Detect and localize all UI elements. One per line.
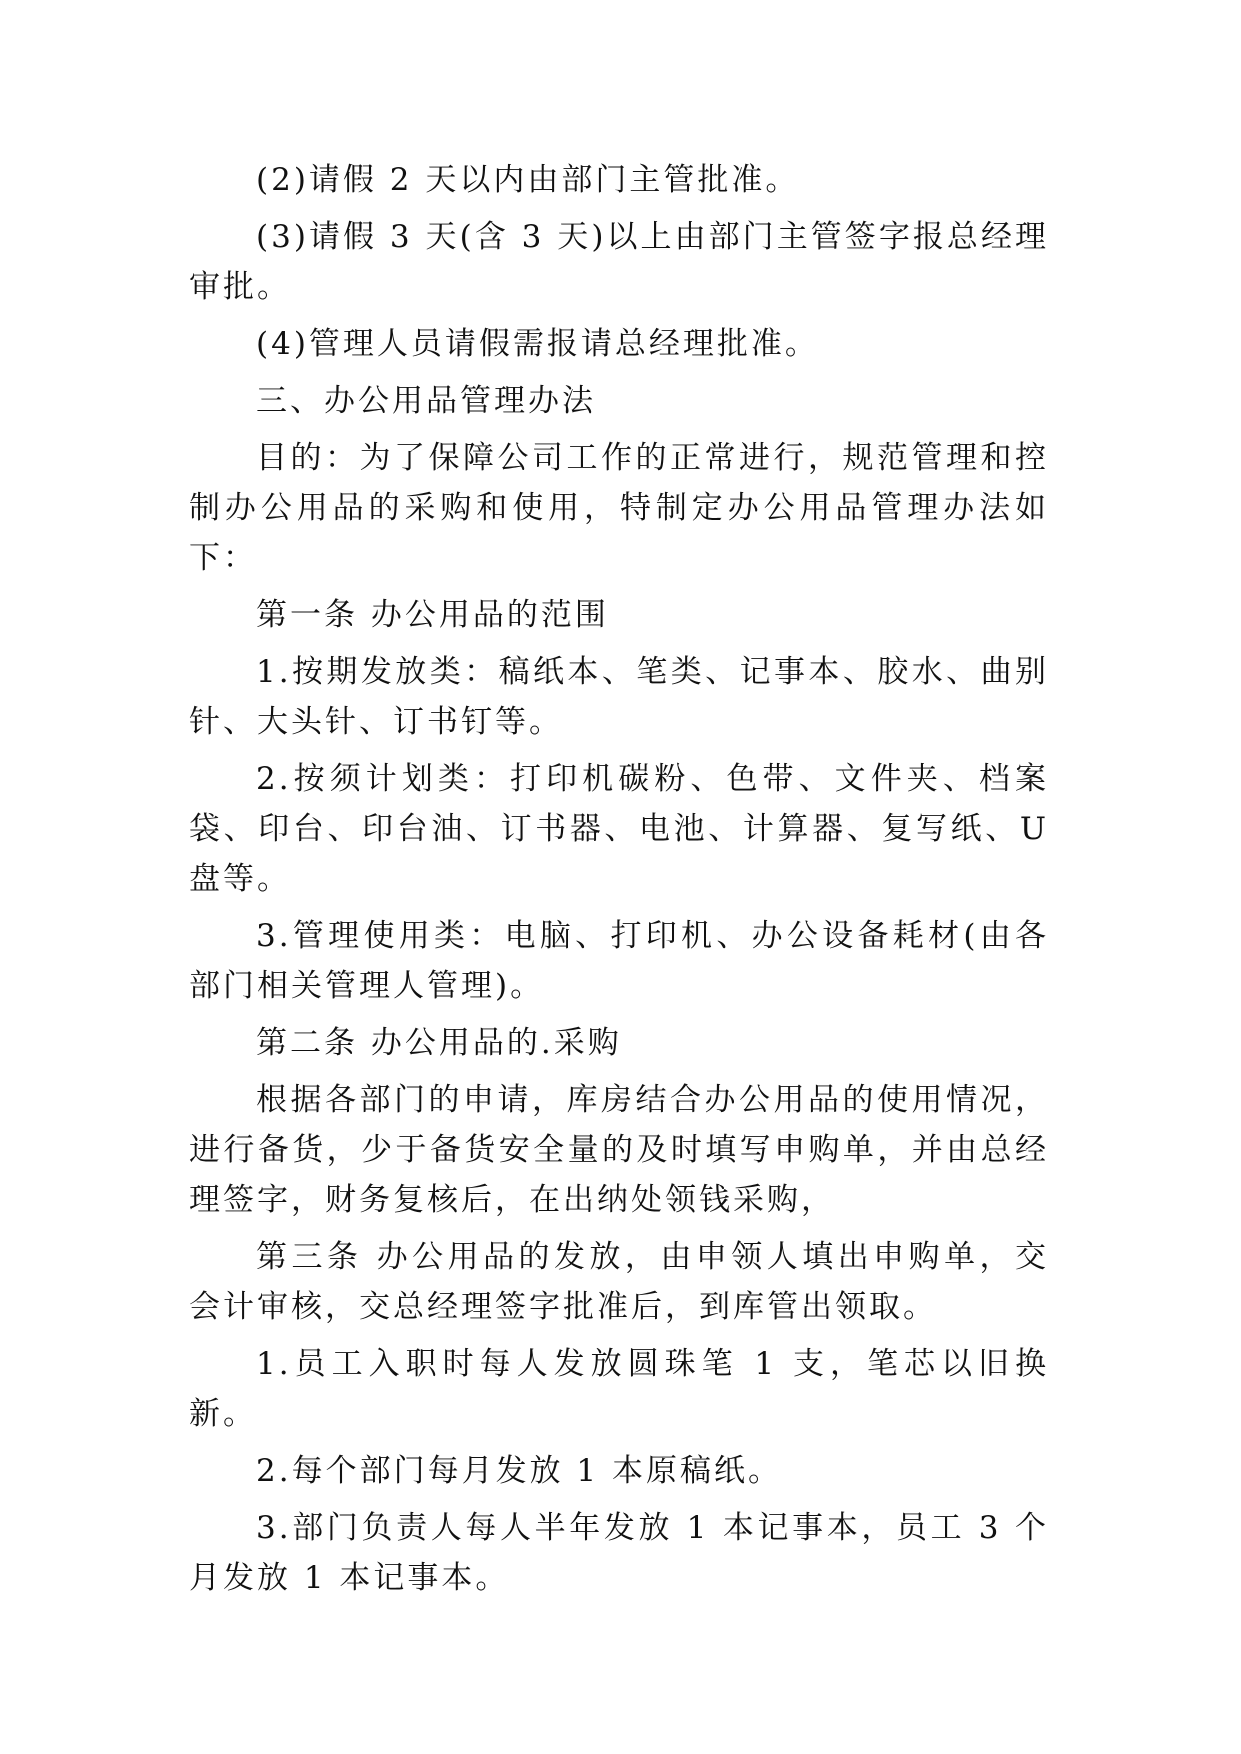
article-3-distribution: 第三条 办公用品的发放，由申领人填出申购单，交会计审核，交总经理签字批准后，到库管出领取。	[189, 1239, 1049, 1325]
paragraph-leave-2-days: (2)请假 2 天以内由部门主管批准。	[256, 162, 800, 198]
article-2-heading: 第二条 办公用品的.采购	[256, 1025, 622, 1061]
section-heading-office-supplies: 三、办公用品管理办法	[256, 383, 596, 419]
list-item-notebook: 3.部门负责人每人半年发放 1 本记事本，员工 3 个月发放 1 本记事本。	[189, 1510, 1049, 1596]
paragraph-purpose: 目的：为了保障公司工作的正常进行，规范管理和控制办公用品的采购和使用，特制定办公用品管理办法如下：	[189, 440, 1049, 576]
paragraph-manager-leave: (4)管理人员请假需报请总经理批准。	[256, 326, 819, 362]
document-body	[189, 155, 1049, 1610]
list-item-managed-use: 3.管理使用类：电脑、打印机、办公设备耗材(由各部门相关管理人管理)。	[189, 918, 1049, 1004]
paragraph-procurement: 根据各部门的申请，库房结合办公用品的使用情况，进行备货，少于备货安全量的及时填写申购单，并由总经理签字，财务复核后，在出纳处领钱采购，	[189, 1082, 1049, 1218]
article-1-heading: 第一条 办公用品的范围	[256, 597, 609, 633]
list-item-draft-paper: 2.每个部门每月发放 1 本原稿纸。	[256, 1453, 783, 1489]
paragraph-leave-3-days: (3)请假 3 天(含 3 天)以上由部门主管签字报总经理审批。	[189, 219, 1049, 305]
list-item-periodic-issue: 1.按期发放类：稿纸本、笔类、记事本、胶水、曲别针、大头针、订书钉等。	[189, 654, 1049, 740]
list-item-pen-issue: 1.员工入职时每人发放圆珠笔 1 支，笔芯以旧换新。	[189, 1346, 1049, 1432]
list-item-planned-items: 2.按须计划类：打印机碳粉、色带、文件夹、档案袋、印台、印台油、订书器、电池、计算器、复写纸、U 盘等。	[189, 761, 1049, 897]
